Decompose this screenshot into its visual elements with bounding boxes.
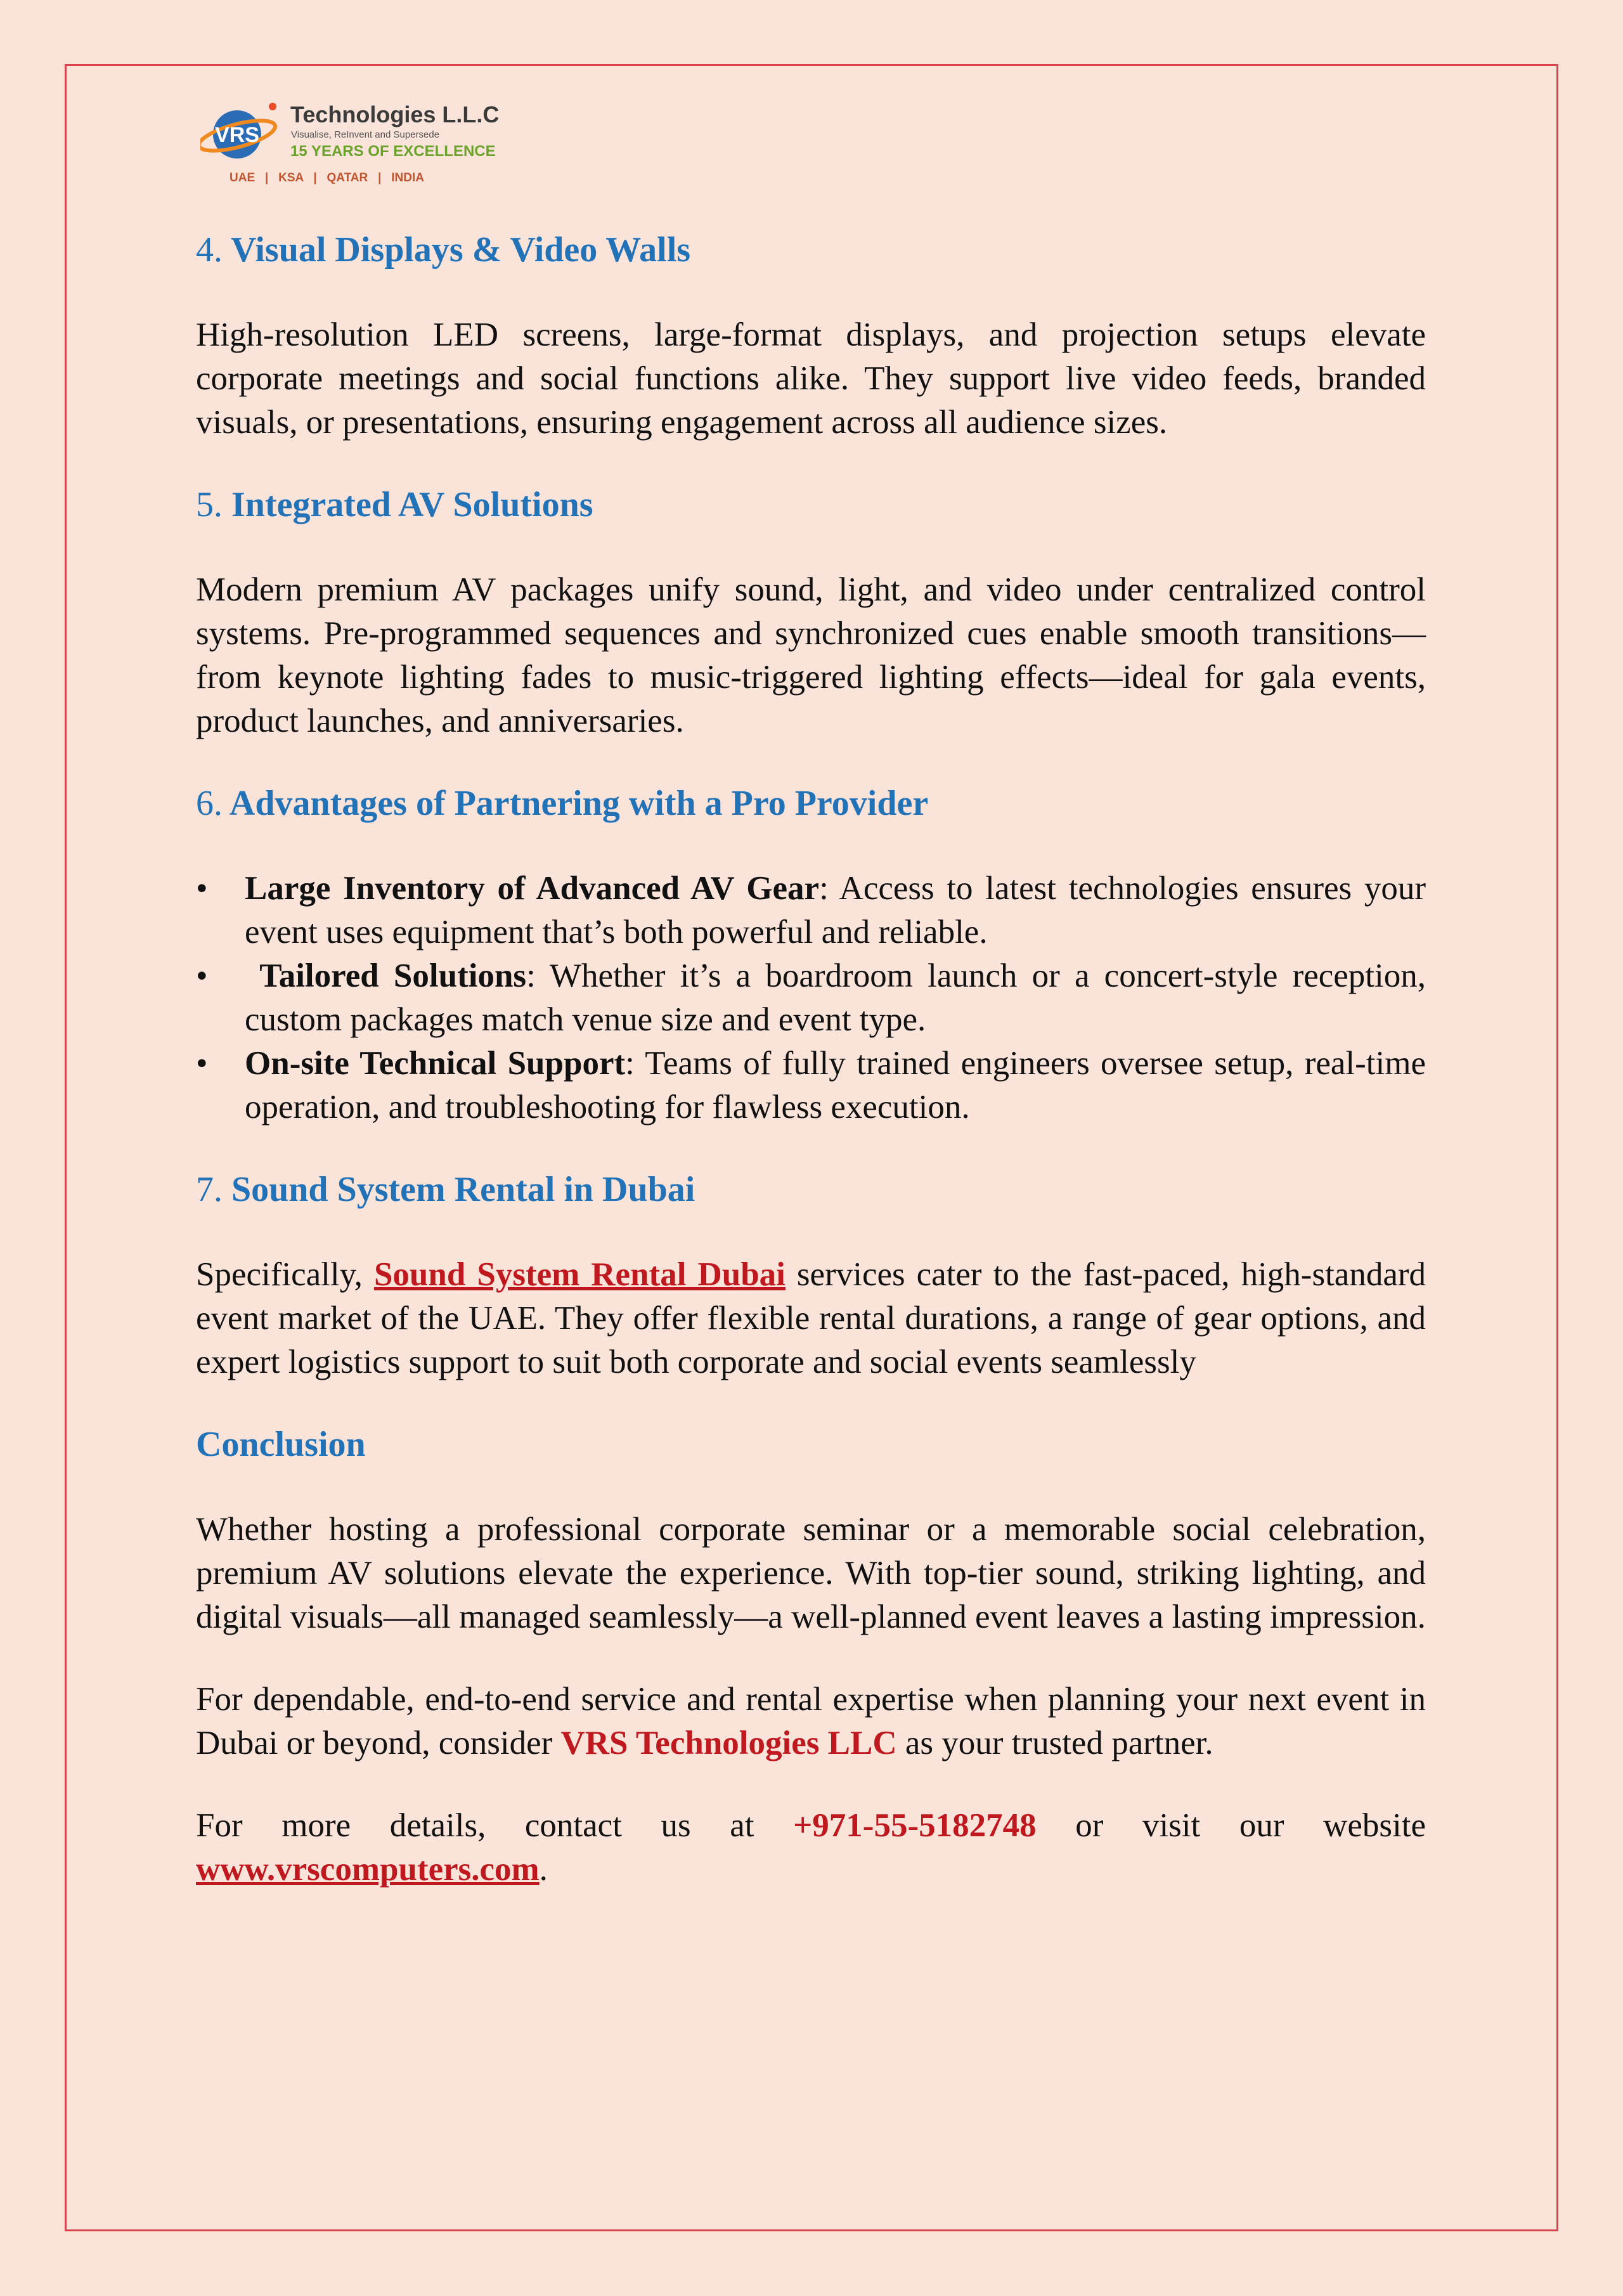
bullet-icon: • [196, 957, 208, 994]
logo-tagline: Visualise, ReInvent and Supersede [291, 129, 440, 140]
recommendation-paragraph: For dependable, end-to-end service and rental expertise when planning your next event in Dubai or beyond, consider VRS Technologies LLC as your trusted partner. [196, 1681, 1426, 1761]
bullet-icon: • [196, 1045, 208, 1082]
website-link[interactable]: www.vrscomputers.com [196, 1851, 540, 1888]
section-6-heading: 6. Advantages of Partnering with a Pro Provider [196, 784, 929, 823]
section-5-paragraph: Modern premium AV packages unify sound, light, and video under centralized control systems. Pre-programmed sequences and synchronized cues enable smooth transitions—from keynote lighting fades to music-triggered lighting effects—ideal for gala events, product launches, and anniversaries. [196, 571, 1426, 739]
svg-text:VRS: VRS [215, 123, 259, 147]
list-item: • On-site Technical Support: Teams of fully trained engineers oversee setup, real-time operation, and troubleshooting for flawless execution. [196, 1042, 1426, 1129]
advantages-list [196, 867, 1426, 1129]
sound-system-rental-link[interactable]: Sound System Rental Dubai [373, 1256, 786, 1293]
contact-paragraph: For more details, contact us at +971-55-5182748 or visit our website www.vrscomputers.com. [196, 1807, 1426, 1888]
company-name-highlight: VRS Technologies LLC [560, 1725, 897, 1761]
conclusion-paragraph: Whether hosting a professional corporate seminar or a memorable social celebration, premium AV solutions elevate the experience. With top-tier sound, striking lighting, and digital visuals—all managed seamlessly—a well-planned event leaves a lasting impression. [196, 1511, 1426, 1635]
logo-years-badge: 15 YEARS OF EXCELLENCE [290, 143, 496, 160]
list-item: • Tailored Solutions: Whether it’s a boardroom launch or a concert-style reception, custom packages match venue size and event type. [196, 954, 1426, 1042]
bullet-icon: • [196, 870, 208, 907]
section-7-heading: 7. Sound System Rental in Dubai [196, 1170, 695, 1209]
list-item: • Large Inventory of Advanced AV Gear: Access to latest technologies ensures your event uses equipment that’s both powerful and reliable. [196, 867, 1426, 954]
logo-company-name: Technologies L.L.C [290, 101, 500, 127]
section-4-heading: 4. Visual Displays & Video Walls [196, 230, 691, 269]
logo-regions: UAE | KSA | QATAR | INDIA [230, 171, 424, 185]
section-7-paragraph: Specifically, Sound System Rental Dubai services cater to the fast-paced, high-standard event market of the UAE. They offer flexible rental durations, a range of gear options, and expert logistics support to suit both corporate and social events seamlessly [196, 1256, 1426, 1380]
vrs-globe-icon [200, 96, 289, 166]
document-body [196, 228, 1426, 1930]
conclusion-heading: Conclusion [196, 1425, 366, 1464]
company-logo [200, 96, 505, 191]
section-5-heading: 5. Integrated AV Solutions [196, 485, 593, 524]
section-4-paragraph: High-resolution LED screens, large-format displays, and projection setups elevate corporate meetings and social functions alike. They support live video feeds, branded visuals, or presentations, ensuring engagement across all audience sizes. [196, 316, 1426, 441]
phone-number: +971-55-5182748 [793, 1807, 1037, 1844]
